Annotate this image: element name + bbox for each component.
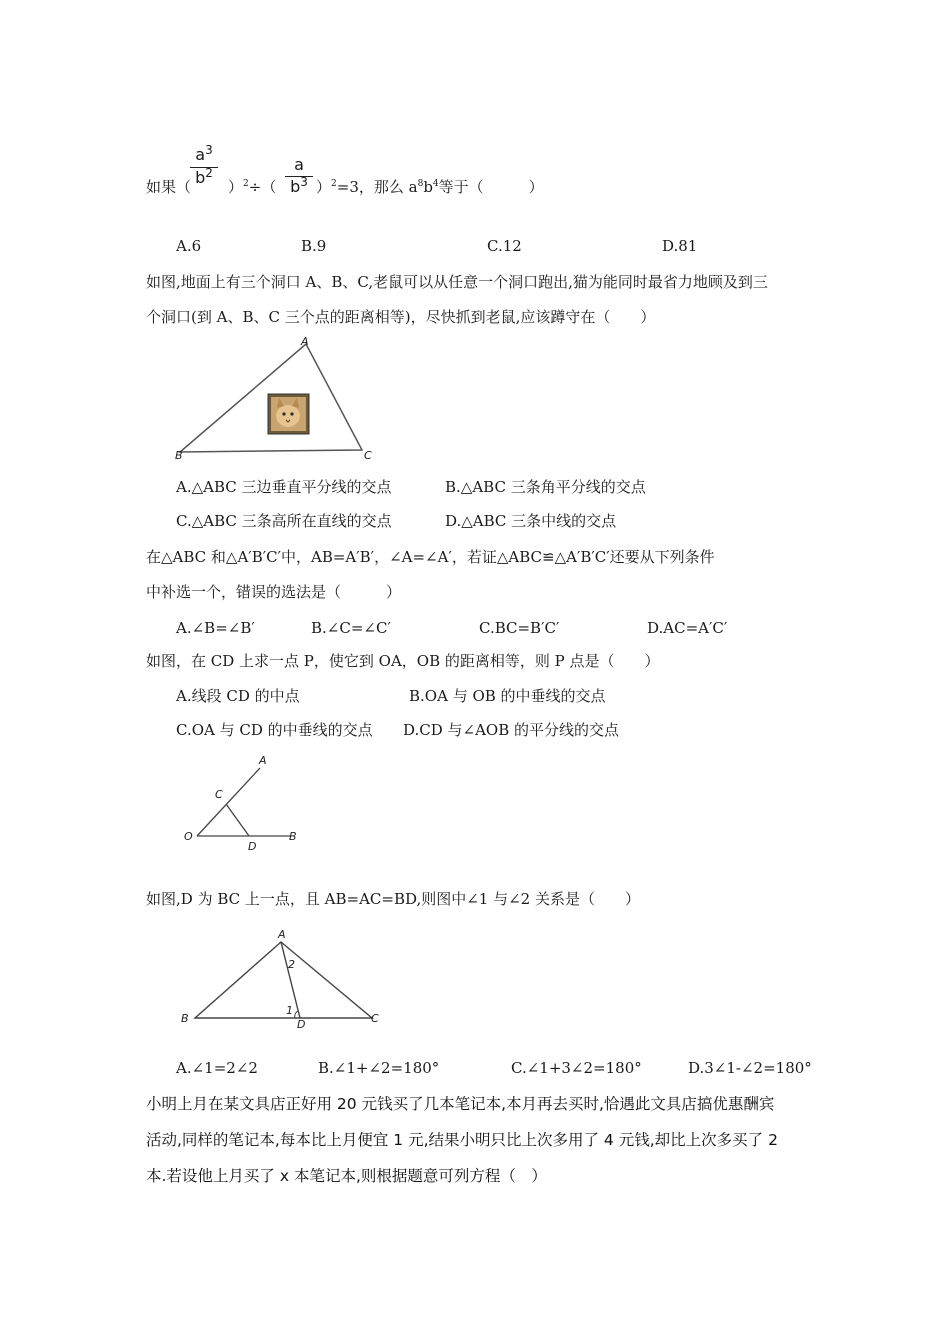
q1-fraction-1 xyxy=(190,143,218,188)
q4-label-d: D xyxy=(248,840,257,853)
q1-tail-exp-a: 8 xyxy=(417,179,424,189)
q5-triangle-figure xyxy=(175,922,395,1032)
q6-line-3: 本.若设他上月买了 x 本笔记本,则根据题意可列方程（ ） xyxy=(146,1167,547,1185)
q1-tail xyxy=(316,177,544,197)
q4-label-b: B xyxy=(289,830,297,843)
q2-option-c: C.△ABC 三条高所在直线的交点 xyxy=(176,512,392,530)
q4-option-a: A.线段 CD 的中点 xyxy=(176,687,300,705)
q2-option-d: D.△ABC 三条中线的交点 xyxy=(445,512,617,530)
q1-middle xyxy=(228,177,276,197)
q5-option-a: A.∠1=2∠2 xyxy=(176,1059,258,1077)
q4-line-1: 如图，在 CD 上求一点 P，使它到 OA，OB 的距离相等，则 P 点是（ ） xyxy=(146,652,660,670)
q2-line-2: 个洞口(到 A、B、C 三个点的距离相等)，尽快抓到老鼠,应该蹲守在（ ） xyxy=(146,308,656,326)
q1-frac2-den-exp: 3 xyxy=(300,175,308,189)
q2-line-1: 如图,地面上有三个洞口 A、B、C,老鼠可以从任意一个洞口跑出,猫为能同时最省力地顾及到三 xyxy=(146,273,768,291)
q1-tail-end: 等于（ ） xyxy=(438,178,544,196)
q3-line-2: 中补选一个，错误的选法是（ ） xyxy=(146,583,402,601)
q2-label-a: A xyxy=(301,335,309,348)
q3-line-1: 在△ABC 和△A′B′C′中，AB=A′B′，∠A=∠A′，若证△ABC≌△A′B′C′还要从下列条件 xyxy=(146,548,715,566)
q1-option-b: B.9 xyxy=(301,237,327,255)
q1-close2: ） xyxy=(316,178,332,196)
q4-option-b: B.OA 与 OB 的中垂线的交点 xyxy=(409,687,606,705)
q5-label-c: C xyxy=(371,1012,379,1025)
q1-fraction-2 xyxy=(285,156,313,197)
q2-triangle-figure xyxy=(170,334,390,464)
q5-line-1: 如图,D 为 BC 上一点，且 AB=AC=BD,则图中∠1 与∠2 关系是（ ） xyxy=(146,890,640,908)
q2-label-c: C xyxy=(364,449,372,462)
q5-option-c: C.∠1+3∠2=180° xyxy=(511,1059,642,1077)
q3-option-c: C.BC=B′C′ xyxy=(479,619,560,637)
q1-div: ÷（ xyxy=(248,178,277,196)
q6-line-1: 小明上月在某文具店正好用 20 元钱买了几本笔记本,本月再去买时,恰遇此文具店搞优惠酬宾 xyxy=(146,1095,775,1113)
q4-option-d: D.CD 与∠AOB 的平分线的交点 xyxy=(403,721,620,739)
q1-frac1-num: a xyxy=(195,145,206,164)
q5-label-angle-2: 2 xyxy=(288,958,295,971)
q1-option-c: C.12 xyxy=(487,237,522,255)
q1-frac1-num-exp: 3 xyxy=(205,143,213,157)
q3-option-d: D.AC=A′C′ xyxy=(647,619,728,637)
q1-line xyxy=(146,177,191,197)
q1-close1: ） xyxy=(228,178,244,196)
q1-frac1-den-exp: 2 xyxy=(205,166,213,180)
q5-label-a: A xyxy=(278,928,286,941)
q2-label-b: B xyxy=(175,449,183,462)
q1-option-a: A.6 xyxy=(176,237,202,255)
q3-option-a: A.∠B=∠B′ xyxy=(176,619,255,637)
q1-option-d: D.81 xyxy=(662,237,698,255)
q1-frac2-num: a xyxy=(294,155,304,174)
q1-prefix: 如果（ xyxy=(146,178,192,196)
q5-label-d: D xyxy=(297,1018,306,1031)
q1-frac2-den: b xyxy=(290,177,301,196)
q5-option-b: B.∠1+∠2=180° xyxy=(318,1059,440,1077)
q2-option-b: B.△ABC 三条角平分线的交点 xyxy=(445,478,646,496)
q1-tail-b: b xyxy=(423,178,433,196)
q4-label-c: C xyxy=(215,788,223,801)
q4-label-o: O xyxy=(184,830,193,843)
q4-option-c: C.OA 与 CD 的中垂线的交点 xyxy=(176,721,373,739)
q2-option-a: A.△ABC 三边垂直平分线的交点 xyxy=(176,478,392,496)
q5-label-b: B xyxy=(181,1012,189,1025)
q1-pow2: 2 xyxy=(331,179,337,189)
q4-label-a: A xyxy=(259,754,267,767)
q5-option-d: D.3∠1-∠2=180° xyxy=(688,1059,812,1077)
q5-label-angle-1: 1 xyxy=(286,1004,293,1017)
q6-line-2: 活动,同样的笔记本,每本比上月便宜 1 元,结果小明只比上次多用了 4 元钱,却比上次多买了 2 xyxy=(146,1131,778,1149)
q1-frac1-den: b xyxy=(195,168,206,187)
q1-tail-a: =3，那么 a xyxy=(336,178,418,196)
q4-angle-figure xyxy=(180,750,310,860)
q3-option-b: B.∠C=∠C′ xyxy=(311,619,391,637)
q1-tail-exp-b: 4 xyxy=(432,179,439,189)
q1-pow1: 2 xyxy=(243,179,249,189)
